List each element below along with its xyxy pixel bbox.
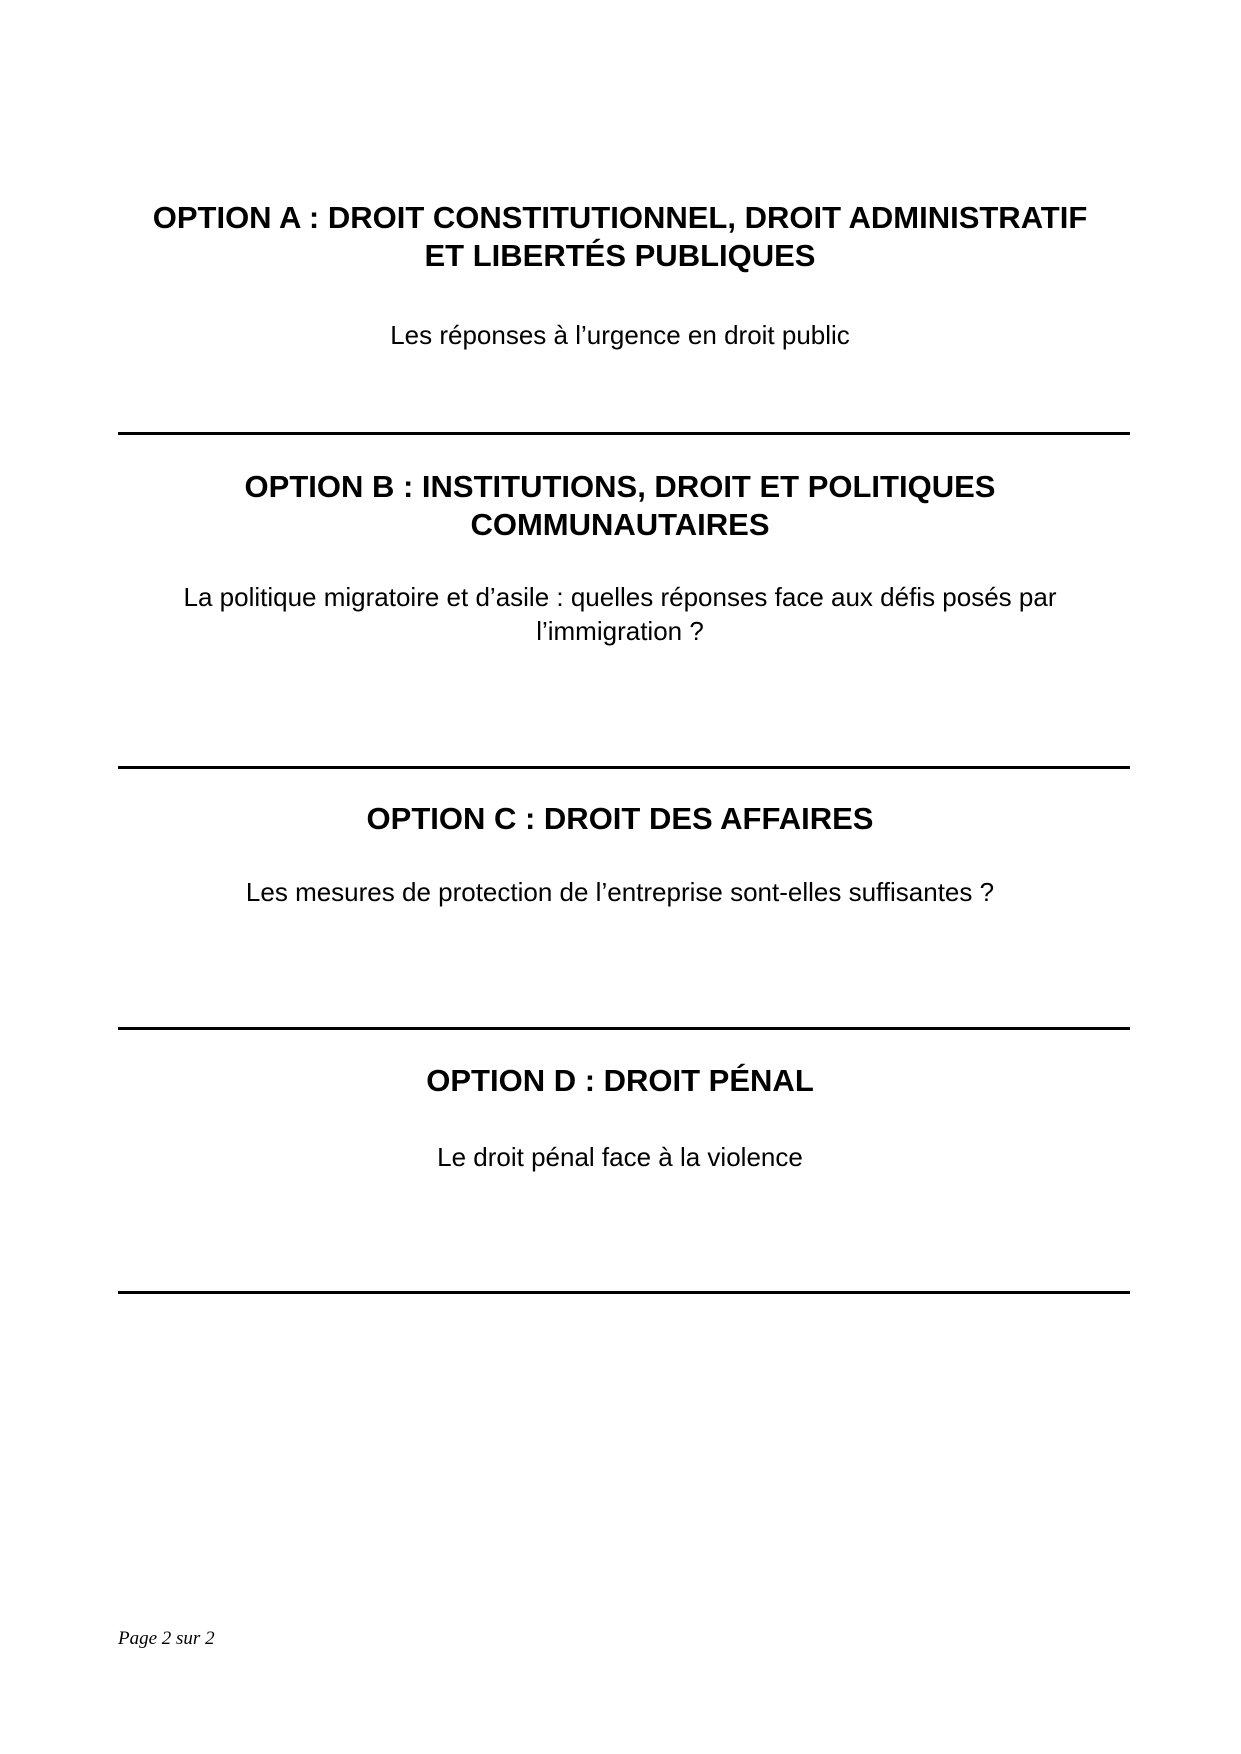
option-a-subject (110, 318, 1130, 352)
option-b-heading-line-2: COMMUNAUTAIRES (470, 507, 770, 542)
option-d-subject-line-1: Le droit pénal face à la violence (437, 1142, 803, 1172)
option-a-section (110, 199, 1130, 275)
option-d-heading-line-1: OPTION D : DROIT PÉNAL (426, 1063, 814, 1098)
option-c-heading-line-1: OPTION C : DROIT DES AFFAIRES (366, 801, 874, 836)
option-c-subject-line-1: Les mesures de protection de l’entreprise sont-elles suffisantes ? (245, 877, 995, 907)
option-b-subject-line-2: l’immigration ? (536, 616, 704, 646)
option-b-heading-line-1: OPTION B : INSTITUTIONS, DROIT ET POLITIQUES (244, 469, 996, 504)
page-number: Page 2 sur 2 (118, 1628, 215, 1649)
option-d-section (110, 1062, 1130, 1100)
option-a-heading-line-1: OPTION A : DROIT CONSTITUTIONNEL, DROIT ADMINISTRATIF (152, 200, 1088, 235)
option-a-subject-line-1: Les réponses à l’urgence en droit public (390, 320, 850, 350)
option-b-subject-line-1: La politique migratoire et d’asile : quelles réponses face aux défis posés par (183, 582, 1057, 612)
divider-1 (118, 432, 1130, 435)
option-c-section (110, 800, 1130, 838)
divider-2 (118, 766, 1130, 769)
option-b-section (110, 468, 1130, 544)
option-c-subject (110, 875, 1130, 909)
option-b-subject (110, 580, 1130, 648)
option-d-subject (110, 1140, 1130, 1174)
option-a-heading-line-2: ET LIBERTÉS PUBLIQUES (424, 238, 816, 273)
divider-4 (118, 1291, 1130, 1294)
divider-3 (118, 1027, 1130, 1030)
